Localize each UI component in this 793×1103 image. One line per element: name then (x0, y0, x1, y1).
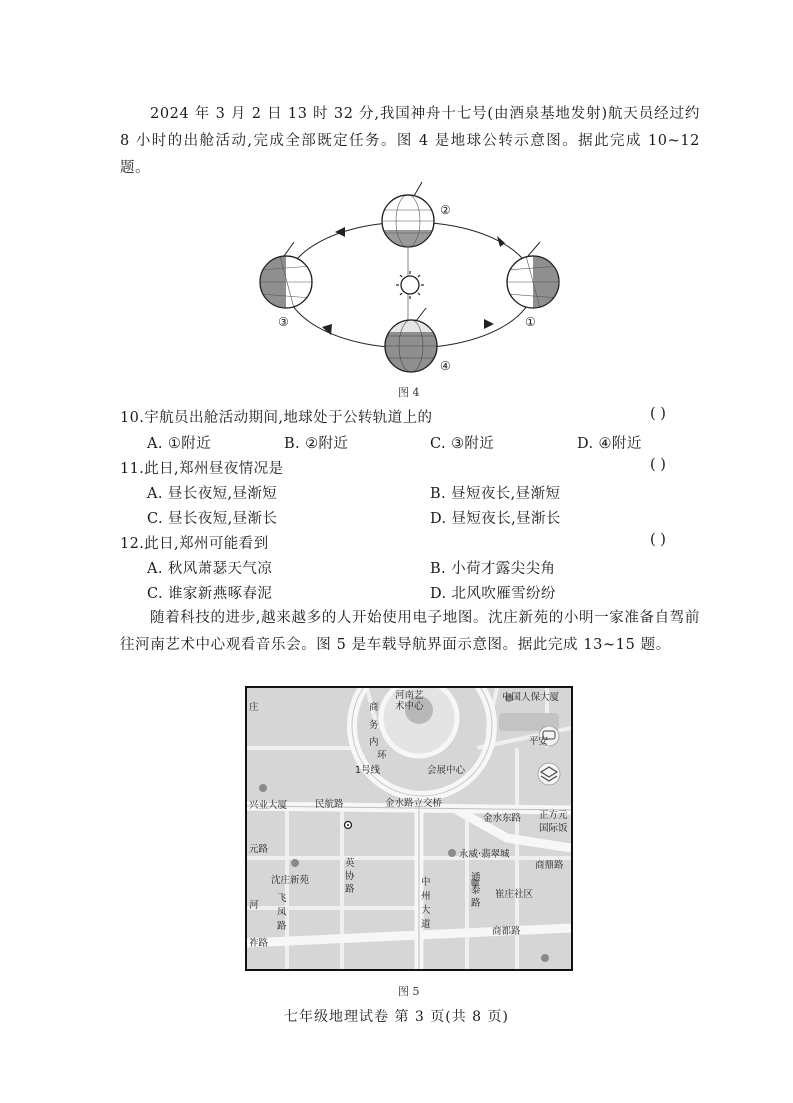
page-footer: 七年级地理试卷 第 3 页(共 8 页) (284, 1009, 509, 1025)
navigation-map (245, 686, 573, 971)
map-label: 商都路 (492, 926, 521, 937)
question-12-option-d: D. 北风吹雁雪纷纷 (430, 586, 556, 602)
orbit-arrow-bottom (484, 319, 494, 329)
question-12-option-c: C. 谁家新燕啄春泥 (147, 586, 273, 602)
map-label: 金水路立交桥 (385, 798, 443, 809)
map-label: 庄 (249, 702, 259, 713)
map-label: 平安 (529, 736, 549, 747)
map-label: 商鼎路 (535, 860, 564, 871)
layers-icon (538, 763, 560, 785)
question-11-answer-blank: ( ) (650, 457, 666, 473)
question-11-option-a: A. 昼长夜短,昼渐短 (147, 486, 278, 502)
map-label: 河南艺 (395, 690, 424, 701)
map-label: 崔庄社区 (495, 889, 534, 900)
map-label: 路 (277, 921, 287, 932)
question-12-option-b: B. 小荷才露尖尖角 (430, 561, 556, 577)
question-10-option-a: A. ①附近 (147, 436, 212, 452)
poi-icon (541, 954, 549, 962)
map-label: 飞 (277, 893, 287, 904)
question-10-option-d: D. ④附近 (577, 436, 642, 452)
map-label: 道 (421, 919, 431, 930)
earth-orbit-diagram (250, 178, 570, 378)
map-label: 金水东路 (483, 813, 522, 824)
map-label: 元路 (249, 844, 269, 855)
map-label: 路 (345, 884, 355, 895)
map-label: 兴业大厦 (249, 800, 288, 811)
question-12-answer-blank: ( ) (650, 532, 666, 548)
map-label: 英 (345, 858, 355, 869)
map-label: 国际饭 (539, 823, 568, 834)
map-label: 泰 (471, 885, 481, 896)
map-label: 务 (369, 720, 379, 731)
orbit-arrow-top (335, 227, 345, 237)
map-label: 通 (471, 872, 481, 883)
map-label: 会展中心 (427, 765, 466, 776)
position-label-4: ④ (440, 359, 451, 373)
question-10-option-b: B. ②附近 (284, 436, 349, 452)
question-11-option-c: C. 昼长夜短,昼渐长 (147, 511, 278, 527)
map-label: 沈庄新苑 (271, 875, 310, 886)
poi-icon (448, 849, 456, 857)
question-10-option-c: C. ③附近 (430, 436, 495, 452)
question-12-stem: 12.此日,郑州可能看到 (120, 536, 269, 552)
map-label: 1号线 (355, 765, 381, 776)
earth-position-4-icon (385, 308, 437, 372)
question-11-option-b: B. 昼短夜长,昼渐短 (430, 486, 561, 502)
position-label-1: ① (525, 315, 536, 329)
map-label: 内 (369, 737, 379, 748)
sun-icon (396, 271, 424, 299)
map-label: 路 (471, 898, 481, 909)
question-12-option-a: A. 秋风萧瑟天气凉 (147, 561, 273, 577)
orbit-arrow-right (497, 236, 505, 247)
map-label: 民航路 (315, 799, 344, 810)
map-label: 祚路 (249, 938, 269, 949)
figure-4-caption: 图 4 (398, 386, 420, 399)
question-11-stem: 11.此日,郑州昼夜情况是 (120, 461, 284, 477)
position-label-3: ③ (278, 315, 289, 329)
poi-icon (291, 859, 299, 867)
earth-position-2-icon (382, 182, 434, 250)
map-label: 中 (421, 877, 431, 888)
map-label: 商 (369, 702, 379, 713)
poi-icon (259, 784, 267, 792)
figure-5-caption: 图 5 (398, 985, 420, 998)
map-label: 中国人保大厦 (502, 692, 560, 703)
question-10-answer-blank: ( ) (650, 406, 666, 422)
map-label: 州 (421, 891, 431, 902)
position-label-2: ② (440, 203, 451, 217)
map-label: 河 (249, 900, 259, 911)
map-label: 大 (421, 905, 431, 916)
map-label: 术中心 (395, 701, 424, 712)
orbit-arrow-left (322, 324, 332, 335)
map-label: 环 (377, 750, 387, 761)
intro-paragraph-1: 2024 年 3 月 2 日 13 时 32 分,我国神舟十七号(由酒泉基地发射)航天员经过约 8 小时的出舱活动,完成全部既定任务。图 4 是地球公转示意图。据此完成 10~12 题。 (120, 106, 700, 176)
map-label: 正方元 (539, 810, 568, 821)
map-label: 凤 (277, 907, 287, 918)
question-11-option-d: D. 昼短夜长,昼渐长 (430, 511, 561, 527)
map-label: 协 (345, 871, 355, 882)
map-label: 永威·翡翠城 (459, 849, 510, 860)
intro-paragraph-2: 随着科技的进步,越来越多的人开始使用电子地图。沈庄新苑的小明一家准备自驾前往河南艺术中心观看音乐会。图 5 是车载导航界面示意图。据此完成 13~15 题。 (120, 610, 700, 653)
question-10-stem: 10.宇航员出舱活动期间,地球处于公转轨道上的 (120, 410, 433, 426)
